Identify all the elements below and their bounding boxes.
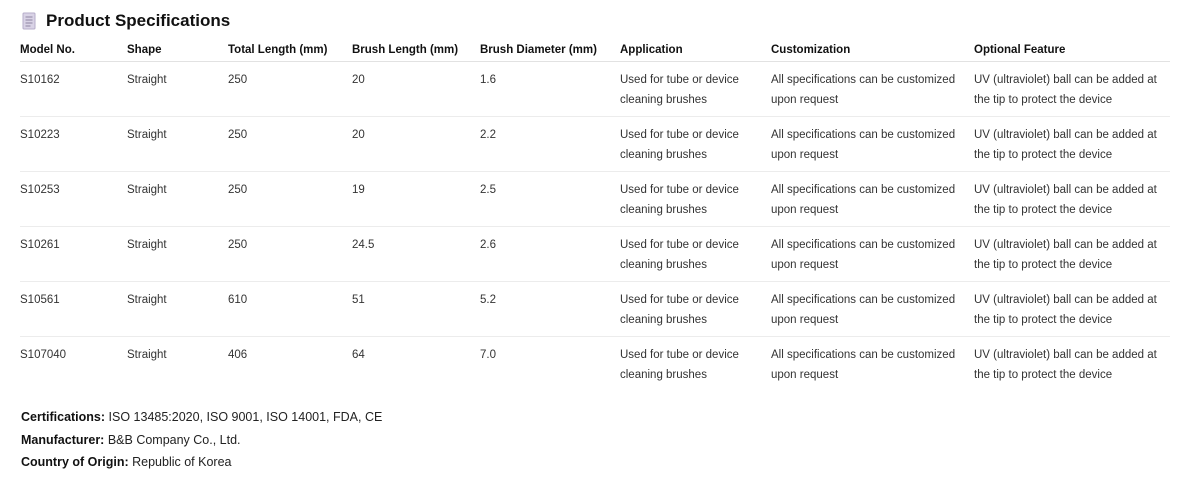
cell-brush-diameter: 2.5 (480, 172, 620, 227)
cell-total-length: 250 (228, 62, 352, 117)
cell-customization: All specifications can be customized upon request (771, 227, 974, 282)
country-of-origin-line (21, 451, 382, 474)
cell-shape: Straight (127, 349, 167, 361)
cell-customization: All specifications can be customized upon request (771, 349, 956, 381)
cell-customization: All specifications can be customized upon request (771, 172, 974, 227)
cell-model: S10261 (20, 227, 127, 282)
certifications-line (21, 406, 382, 429)
cell-optional-feature: UV (ultraviolet) ball can be added at the tip to protect the device (974, 62, 1170, 117)
cell-customization: All specifications can be customized upon request (771, 117, 974, 172)
cell-application: Used for tube or device cleaning brushes (620, 117, 771, 172)
table-row (20, 337, 1170, 392)
cell-brush-length: 20 (352, 117, 480, 172)
cell-shape: Straight (127, 282, 228, 337)
cell-optional-feature: UV (ultraviolet) ball can be added at the tip to protect the device (974, 117, 1170, 172)
country-of-origin-value: Republic of Korea (132, 455, 232, 469)
cell-brush-length: 19 (352, 172, 480, 227)
table-header-row (20, 38, 1170, 62)
cell-shape: Straight (127, 227, 228, 282)
cell-model: S10561 (20, 282, 127, 337)
cell-brush-length: 20 (352, 62, 480, 117)
cell-model: S10162 (20, 62, 127, 117)
cell-shape: Straight (127, 117, 228, 172)
cell-application: Used for tube or device cleaning brushes (620, 349, 739, 381)
cell-model: S10223 (20, 117, 127, 172)
column-header-brush-diameter: Brush Diameter (mm) (480, 38, 620, 62)
certifications-value: ISO 13485:2020, ISO 9001, ISO 14001, FDA, CE (108, 410, 383, 424)
cell-brush-diameter: 7.0 (480, 349, 496, 361)
cell-brush-diameter: 2.2 (480, 117, 620, 172)
page-header (22, 11, 230, 31)
document-icon (22, 12, 36, 30)
table-row (20, 172, 1170, 227)
cell-customization: All specifications can be customized upon request (771, 62, 974, 117)
product-info-footer (21, 406, 382, 474)
table-row (20, 62, 1170, 117)
column-header-model: Model No. (20, 38, 127, 62)
column-header-application: Application (620, 38, 771, 62)
column-header-total-length: Total Length (mm) (228, 38, 352, 62)
certifications-label: Certifications: (21, 410, 106, 424)
cell-model: S107040 (20, 349, 67, 361)
manufacturer-value: B&B Company Co., Ltd. (107, 432, 241, 447)
page-title: Product Specifications (46, 11, 231, 30)
cell-brush-diameter: 2.6 (480, 227, 620, 282)
column-header-brush-length: Brush Length (mm) (352, 38, 480, 62)
cell-model: S10253 (20, 172, 127, 227)
column-header-customization: Customization (771, 38, 974, 62)
cell-application: Used for tube or device cleaning brushes (620, 172, 771, 227)
manufacturer-line (21, 429, 382, 452)
manufacturer-label: Manufacturer: (21, 432, 105, 447)
cell-brush-length: 24.5 (352, 227, 480, 282)
table-row (20, 282, 1170, 337)
country-of-origin-label: Country of Origin: (21, 455, 129, 469)
cell-shape: Straight (127, 62, 228, 117)
cell-optional-feature: UV (ultraviolet) ball can be added at the tip to protect the device (974, 172, 1170, 227)
cell-brush-diameter: 5.2 (480, 282, 620, 337)
cell-total-length: 610 (228, 282, 352, 337)
cell-total-length: 250 (228, 172, 352, 227)
cell-optional-feature: UV (ultraviolet) ball can be added at the tip to protect the device (974, 349, 1157, 381)
table-row (20, 227, 1170, 282)
cell-optional-feature: UV (ultraviolet) ball can be added at the tip to protect the device (974, 227, 1170, 282)
cell-customization: All specifications can be customized upon request (771, 282, 974, 337)
column-header-shape: Shape (127, 38, 228, 62)
table-row (20, 117, 1170, 172)
cell-total-length: 406 (228, 349, 248, 361)
cell-optional-feature: UV (ultraviolet) ball can be added at the tip to protect the device (974, 282, 1170, 337)
cell-total-length: 250 (228, 117, 352, 172)
cell-application: Used for tube or device cleaning brushes (620, 227, 771, 282)
cell-brush-diameter: 1.6 (480, 62, 620, 117)
cell-application: Used for tube or device cleaning brushes (620, 62, 771, 117)
cell-brush-length: 64 (352, 349, 365, 361)
cell-total-length: 250 (228, 227, 352, 282)
cell-brush-length: 51 (352, 282, 480, 337)
cell-shape: Straight (127, 172, 228, 227)
cell-application: Used for tube or device cleaning brushes (620, 282, 771, 337)
specifications-table (20, 38, 1170, 391)
column-header-optional-feature: Optional Feature (974, 38, 1170, 62)
